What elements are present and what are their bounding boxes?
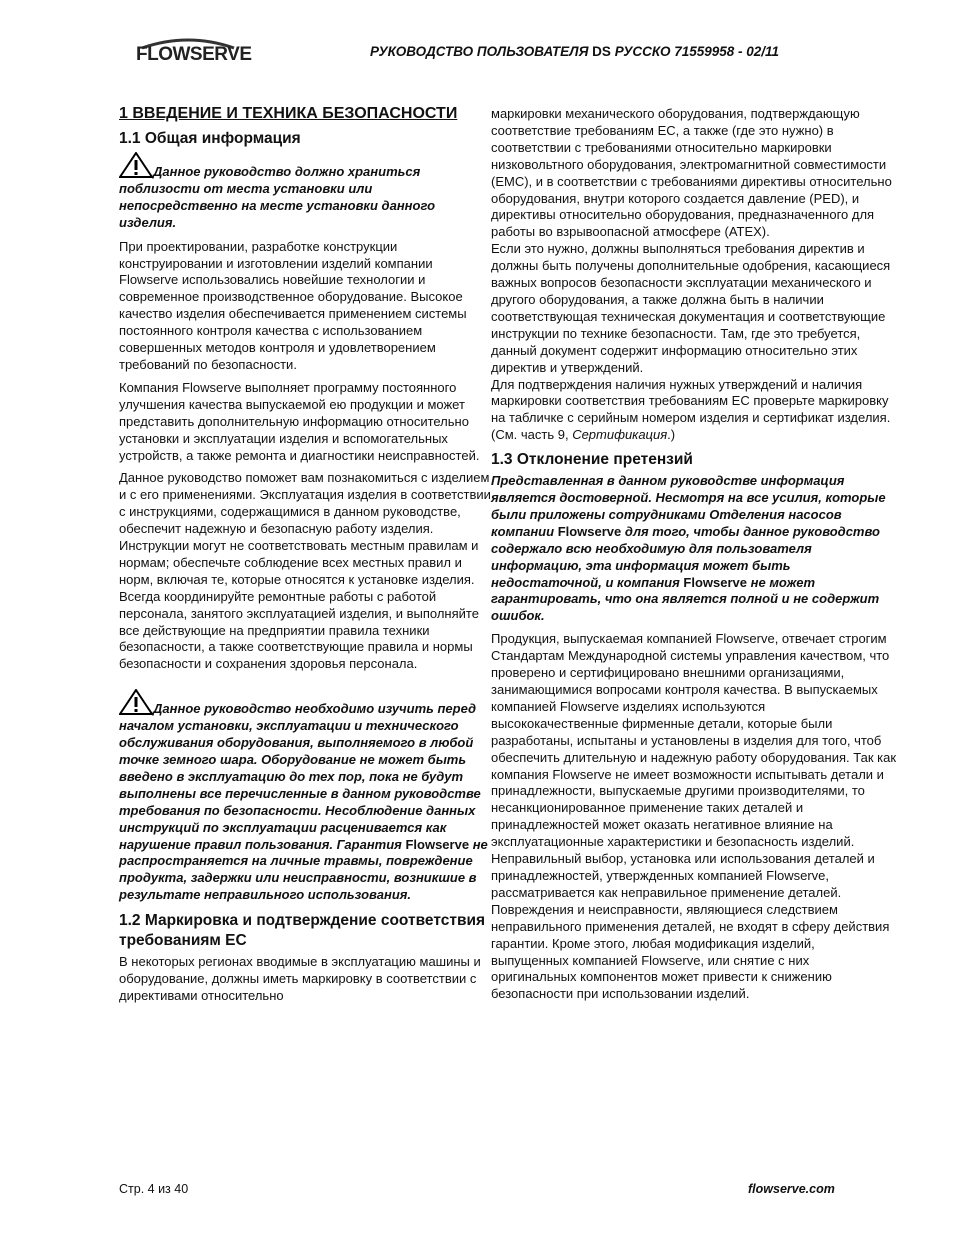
flowserve-logo xyxy=(136,36,252,70)
header-title: РУКОВОДСТВО ПОЛЬЗОВАТЕЛЯ xyxy=(370,44,589,59)
certificate-text: Для подтверждения наличия нужных утверждений и наличия маркировки соответствия требованиям ЕС проверьте маркировку на табличке с серийным номером изделия и сертификат изделия. (См. часть 9, xyxy=(491,376,891,443)
warning-text-2b: не распространяется на личные травмы, повреждение продукта, задержки или неисправности, возникшие в результате неправильного использования. xyxy=(119,836,488,903)
right-column xyxy=(491,106,896,1009)
section-heading-1-2: 1.2 Маркировка и подтверждение соответствия требованиям ЕС xyxy=(119,912,486,950)
warning-block-2 xyxy=(119,689,491,904)
logo-text: FLOWSERVE xyxy=(136,44,252,65)
header-doc-number: РУССКО 71559958 - 02/11 xyxy=(614,44,780,59)
paragraph-quality-program: Компания Flowserve выполняет программу постоянного улучшения качества выпускаемой ею продукции и может представить дополнительную информацию относительно установки и эксплуатации изделия и вспомогательных устройств, а также ремонта и диагностики неисправностей. xyxy=(119,379,480,463)
page-number: Стр. 4 из 40 xyxy=(119,1182,189,1196)
left-column xyxy=(119,104,491,1011)
warning-triangle-icon xyxy=(119,152,153,178)
section-heading-1-3: 1.3 Отклонение претензий xyxy=(491,451,693,469)
footer-website: flowserve.com xyxy=(748,1182,835,1196)
disclaimer-block xyxy=(491,473,896,625)
paragraph-manual-usage: Данное руководство поможет вам познакомиться с изделием и с его применениями. Эксплуатация изделия в соответствии с инструкциями, содержащимися в данном руководстве, обеспечит надежную и безопасную работу изделия. Инструкции могут не соответствовать местным правилам и нормам; обеспечьте соблюдение всех местных правил и норм, включая те, которые относятся к установке изделия. Всегда координируйте ремонтные работы с работой персонала, занятого эксплуатацией изделия, и выполняйте все действующие на предприятии правила техники безопасности, а также соответствующие правила и нормы безопасности и сохранения здоровья персонала. xyxy=(119,470,491,672)
disclaimer-text-1: Представленная в данном руководстве информация является достоверной. Несмотря на все усилия, которые были приложены сотрудниками Отделения насосов компании xyxy=(491,473,886,539)
brand-name: Flowserve xyxy=(683,574,747,590)
warning-block-1 xyxy=(119,152,491,232)
paragraph-design: При проектировании, разработке конструкции конструировании и изготовлении изделий компании Flowserve использовались новейшие технологии и современное производственное оборудование. Высокое качество изделия обеспечивается применением системы постоянного контроля качества с использованием совершенных методов контроля и удовлетворением требований по безопасности. xyxy=(119,238,467,372)
certification-reference: Сертификация xyxy=(572,427,668,443)
paragraph-quality-standards: Продукция, выпускаемая компанией Flowserve, отвечает строгим Стандартам Международной системы управления качеством, что проверено и сертифицировано внешними организациями, занимающимися вопросами контроля качества. В выпускаемых компанией Flowserve изделиях используются высококачественные фирменные детали, которые были разработаны, испытаны и установлены в изделия для того, чтоб обеспечить длительную и надежную работу оборудования. Так как компания Flowserve не имеет возможности испытывать детали и принадлежности, выпускаемые другими производителями, то несанкционированное применение таких деталей и принадлежностей может оказать негативное влияние на эксплуатационные характеристики и безопасность изделий. Неправильный выбор, установка или использования деталей и принадлежностей, утвержденных компанией Flowserve, рассматривается как неправильное применение деталей. Повреждения и неисправности, являющиеся следствием неправильного применения деталей, не входят в сферу действия гарантии. Кроме этого, любая модификация изделий, выпущенных компанией Flowserve, или снятие с них оригинальных компонентов может привести к снижению безопасности при использовании изделий. xyxy=(491,631,897,1002)
warning-text-2a: Данное руководство необходимо изучить перед началом установки, эксплуатации и технического обслуживания оборудования, выполняемого в любой точке земного шара. Оборудование не может быть введено в эксплуатацию до тех пор, пока не будут выполнены все перечисленные в данном руководстве требования по безопасности. Несоблюдение данных инструкций по эксплуатации расценивается как нарушение правил пользования. Гарантия xyxy=(119,701,481,852)
section-heading-1: 1 ВВЕДЕНИЕ И ТЕХНИКА БЕЗОПАСНОСТИ xyxy=(119,105,458,122)
document-header xyxy=(370,44,779,59)
paragraph-directives: маркировки механического оборудования, подтверждающую соответствие требованиям ЕС, а также (где это нужно) в соответствии с требованиями относительно маркировки низковольтного оборудования, электромагнитной совместимости (EMC), и в соответствии с требованиями директивы относительно оборудования, внутри которого создается давление (PED), и директивы относительно оборудования, предназначенного для работы во взрывоопасной атмосфере (ATEX). xyxy=(491,106,892,240)
brand-name: Flowserve xyxy=(557,523,622,539)
section-heading-1-1: 1.1 Общая информация xyxy=(119,130,301,147)
header-ds: DS xyxy=(592,44,611,59)
disclaimer-text-2: для того, чтобы данное руководство содержало всю необходимую для пользователя информацию, эта информация может быть недостаточной, и компания xyxy=(491,523,880,590)
paragraph-certificate xyxy=(491,377,896,445)
certificate-text-end: .) xyxy=(667,427,676,443)
warning-triangle-icon xyxy=(119,689,153,715)
paragraph-approvals: Если это нужно, должны выполняться требования директив и должны быть получены дополнительные одобрения, касающиеся важных вопросов безопасности эксплуатации механического и другого оборудования, а также должна быть в наличии соответствующая техническая документация и соответствующие инструкции по технике безопасности. Там, где это требуется, данный документ содержит информацию относительно этих директив и утверждений. xyxy=(491,241,891,375)
warning-text-1: Данное руководство должно храниться поблизости от места установки или непосредственно на месте установки данного изделия. xyxy=(119,164,436,230)
brand-name: Flowserve xyxy=(405,836,470,852)
disclaimer-text-3: не может гарантировать, что она является полной и не содержит ошибок. xyxy=(491,574,880,624)
paragraph-eu-marking: В некоторых регионах вводимые в эксплуатацию машины и оборудование, должны иметь маркировку в соответствии с директивами относительно xyxy=(119,954,481,1003)
